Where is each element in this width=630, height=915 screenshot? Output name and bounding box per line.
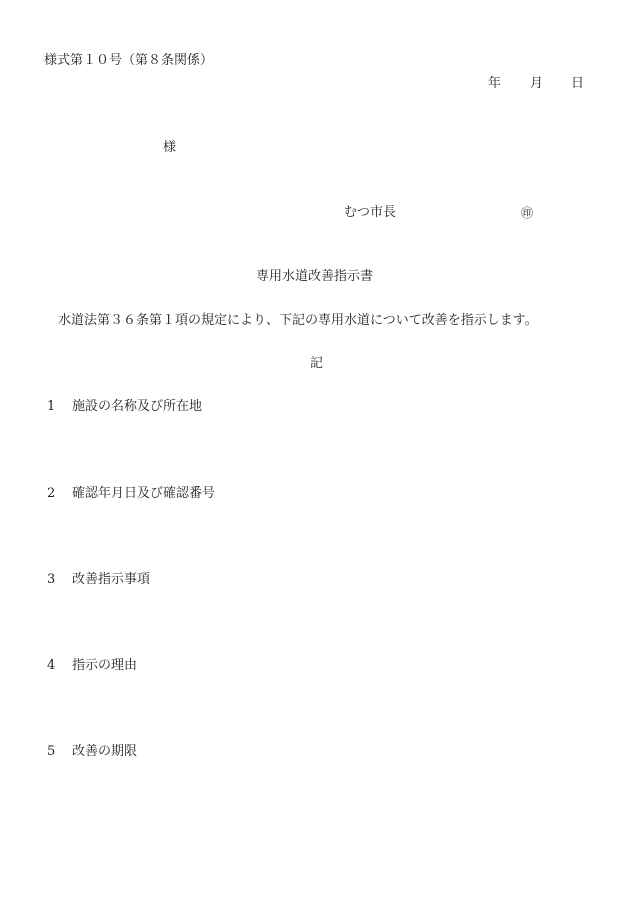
date-year-label: 年 [488, 76, 502, 91]
body-text: 水道法第３６条第１項の規定により、下記の専用水道について改善を指示します。 [58, 313, 538, 328]
item-facility-name-location [47, 399, 202, 415]
item-number: 1 [47, 399, 56, 414]
item-number: 2 [47, 486, 56, 501]
item-number: 4 [47, 658, 56, 673]
issuer-name: むつ市長 [344, 205, 397, 220]
item-number: 3 [47, 572, 56, 587]
item-number: 5 [47, 744, 56, 759]
ki-heading: 記 [310, 356, 324, 371]
date-day-label: 日 [571, 76, 585, 91]
item-label: 改善の期限 [72, 744, 138, 759]
item-label: 改善指示事項 [72, 572, 151, 587]
addressee-suffix: 様 [163, 140, 177, 155]
item-label: 指示の理由 [72, 658, 138, 673]
item-label: 確認年月日及び確認番号 [72, 486, 216, 501]
document-title: 専用水道改善指示書 [256, 269, 374, 284]
seal-mark: ㊞ [521, 206, 534, 220]
item-confirmation-date-number [47, 486, 215, 502]
issue-date [488, 76, 584, 92]
item-improvement-instructions [47, 572, 150, 588]
item-label: 施設の名称及び所在地 [72, 399, 203, 414]
item-deadline [47, 744, 137, 760]
date-month-label: 月 [530, 76, 544, 91]
form-number: 様式第１０号（第８条関係） [44, 53, 214, 68]
item-reason [47, 658, 137, 674]
